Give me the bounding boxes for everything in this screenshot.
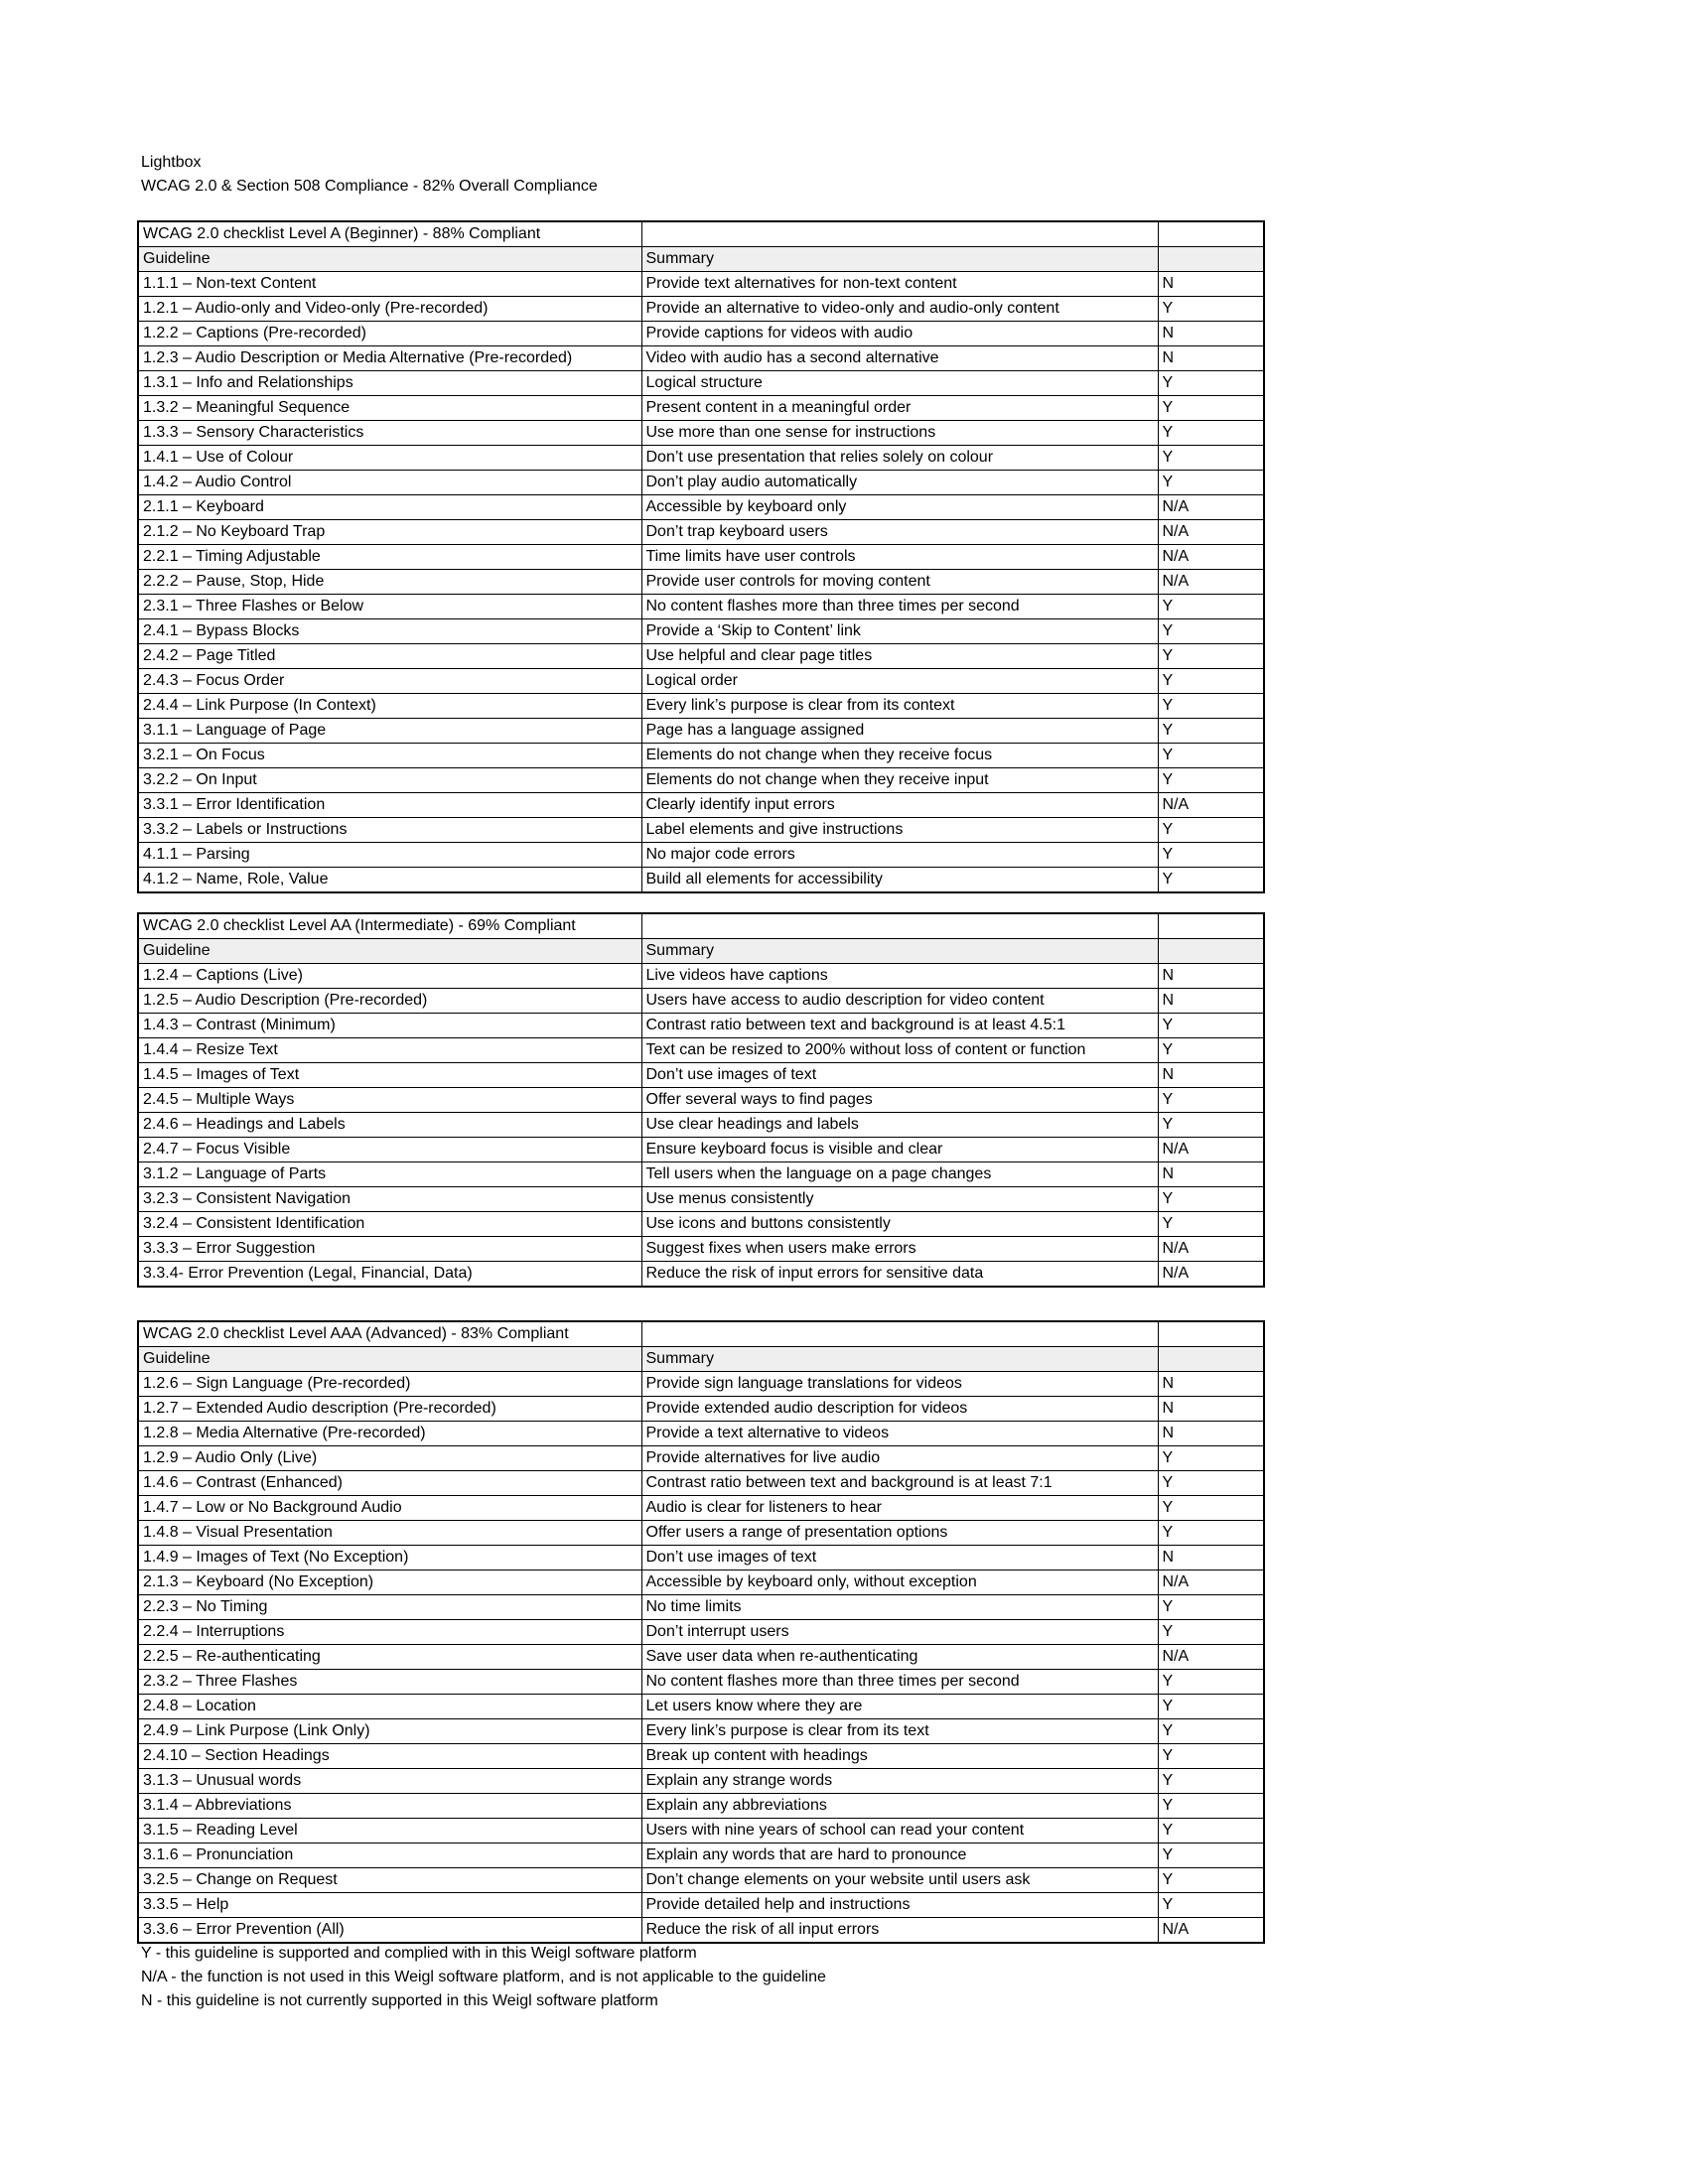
guideline-cell: 1.2.8 – Media Alternative (Pre-recorded) (138, 1422, 641, 1446)
table-row (138, 1471, 1264, 1496)
summary-cell: Time limits have user controls (641, 545, 1158, 570)
guideline-cell: 1.1.1 – Non-text Content (138, 272, 641, 297)
status-cell: Y (1158, 1521, 1264, 1546)
guideline-cell: 3.3.3 – Error Suggestion (138, 1237, 641, 1262)
status-cell: Y (1158, 1113, 1264, 1138)
guideline-cell: 4.1.1 – Parsing (138, 843, 641, 868)
table-row (138, 1595, 1264, 1620)
empty-cell (641, 1321, 1158, 1347)
guideline-cell: 3.2.3 – Consistent Navigation (138, 1187, 641, 1212)
table-row (138, 1670, 1264, 1695)
table-row (138, 793, 1264, 818)
summary-cell: Contrast ratio between text and background is at least 7:1 (641, 1471, 1158, 1496)
guideline-cell: 1.3.2 – Meaningful Sequence (138, 396, 641, 421)
status-cell: Y (1158, 818, 1264, 843)
status-cell: Y (1158, 744, 1264, 768)
guideline-cell: 2.1.3 – Keyboard (No Exception) (138, 1570, 641, 1595)
legend-yes: Y - this guideline is supported and complied with in this Weigl software platform (141, 1945, 697, 1962)
table-row (138, 989, 1264, 1014)
table-row (138, 520, 1264, 545)
status-cell: Y (1158, 396, 1264, 421)
table-row (138, 1113, 1264, 1138)
guideline-cell: 3.1.5 – Reading Level (138, 1819, 641, 1843)
summary-cell: Suggest fixes when users make errors (641, 1237, 1158, 1262)
document-header (141, 151, 598, 199)
table-row (138, 371, 1264, 396)
status-cell: Y (1158, 619, 1264, 644)
guideline-cell: 1.4.9 – Images of Text (No Exception) (138, 1546, 641, 1570)
table-row (138, 1546, 1264, 1570)
status-cell: Y (1158, 1843, 1264, 1868)
table-title-row (138, 221, 1264, 247)
status-cell: Y (1158, 1868, 1264, 1893)
summary-cell: Don’t use images of text (641, 1063, 1158, 1088)
table-header-row (138, 247, 1264, 272)
table-title: WCAG 2.0 checklist Level AAA (Advanced) - 83% Compliant (138, 1321, 641, 1347)
table-row (138, 421, 1264, 446)
guideline-cell: 1.2.4 – Captions (Live) (138, 964, 641, 989)
table-row (138, 346, 1264, 371)
table-header-row (138, 1347, 1264, 1372)
status-cell: N (1158, 1422, 1264, 1446)
table-row (138, 1496, 1264, 1521)
table-row (138, 570, 1264, 595)
status-cell: Y (1158, 1620, 1264, 1645)
table-row (138, 744, 1264, 768)
summary-cell: Logical order (641, 669, 1158, 694)
summary-cell: Provide captions for videos with audio (641, 322, 1158, 346)
table-title-row (138, 1321, 1264, 1347)
summary-cell: Contrast ratio between text and background is at least 4.5:1 (641, 1014, 1158, 1038)
summary-cell: Present content in a meaningful order (641, 396, 1158, 421)
guideline-cell: 2.4.7 – Focus Visible (138, 1138, 641, 1162)
summary-cell: Break up content with headings (641, 1744, 1158, 1769)
table-row (138, 1521, 1264, 1546)
table-row (138, 1262, 1264, 1288)
table-header-row (138, 939, 1264, 964)
summary-cell: Reduce the risk of all input errors (641, 1918, 1158, 1944)
guideline-cell: 1.4.7 – Low or No Background Audio (138, 1496, 641, 1521)
guideline-cell: 1.2.2 – Captions (Pre-recorded) (138, 322, 641, 346)
status-cell: Y (1158, 868, 1264, 893)
table-row (138, 446, 1264, 471)
summary-cell: Use icons and buttons consistently (641, 1212, 1158, 1237)
status-cell: Y (1158, 1719, 1264, 1744)
table-row (138, 868, 1264, 893)
guideline-cell: 3.3.6 – Error Prevention (All) (138, 1918, 641, 1944)
summary-cell: Don’t use presentation that relies solely on colour (641, 446, 1158, 471)
status-cell: N (1158, 1162, 1264, 1187)
guideline-cell: 2.2.1 – Timing Adjustable (138, 545, 641, 570)
status-cell: N (1158, 1372, 1264, 1397)
guideline-cell: 2.2.4 – Interruptions (138, 1620, 641, 1645)
column-header-guideline: Guideline (138, 247, 641, 272)
status-cell: Y (1158, 421, 1264, 446)
guideline-cell: 1.3.1 – Info and Relationships (138, 371, 641, 396)
summary-cell: Don’t interrupt users (641, 1620, 1158, 1645)
guideline-cell: 2.4.6 – Headings and Labels (138, 1113, 641, 1138)
summary-cell: Elements do not change when they receive focus (641, 744, 1158, 768)
guideline-cell: 2.4.5 – Multiple Ways (138, 1088, 641, 1113)
summary-cell: Provide alternatives for live audio (641, 1446, 1158, 1471)
summary-cell: Tell users when the language on a page changes (641, 1162, 1158, 1187)
table-row (138, 1570, 1264, 1595)
summary-cell: Explain any words that are hard to pronounce (641, 1843, 1158, 1868)
status-cell: Y (1158, 371, 1264, 396)
level-a-table (137, 220, 1265, 893)
guideline-cell: 3.1.2 – Language of Parts (138, 1162, 641, 1187)
guideline-cell: 2.4.2 – Page Titled (138, 644, 641, 669)
table-row (138, 1088, 1264, 1113)
table-row (138, 619, 1264, 644)
guideline-cell: 2.3.2 – Three Flashes (138, 1670, 641, 1695)
status-cell: N/A (1158, 1645, 1264, 1670)
table-row (138, 1744, 1264, 1769)
status-cell: Y (1158, 1819, 1264, 1843)
summary-cell: Users have access to audio description for video content (641, 989, 1158, 1014)
table-row (138, 545, 1264, 570)
guideline-cell: 1.4.2 – Audio Control (138, 471, 641, 495)
status-cell: N/A (1158, 1570, 1264, 1595)
guideline-cell: 3.2.5 – Change on Request (138, 1868, 641, 1893)
guideline-cell: 1.2.9 – Audio Only (Live) (138, 1446, 641, 1471)
table-title: WCAG 2.0 checklist Level AA (Intermediate) - 69% Compliant (138, 913, 641, 939)
legend-no: N - this guideline is not currently supported in this Weigl software platform (141, 1992, 658, 2009)
table-row (138, 644, 1264, 669)
summary-cell: Use helpful and clear page titles (641, 644, 1158, 669)
status-cell: N (1158, 989, 1264, 1014)
summary-cell: Offer several ways to find pages (641, 1088, 1158, 1113)
status-cell: Y (1158, 595, 1264, 619)
summary-cell: Elements do not change when they receive input (641, 768, 1158, 793)
guideline-cell: 2.4.4 – Link Purpose (In Context) (138, 694, 641, 719)
table-row (138, 471, 1264, 495)
status-cell: Y (1158, 1670, 1264, 1695)
table-row (138, 1769, 1264, 1794)
summary-cell: Clearly identify input errors (641, 793, 1158, 818)
guideline-cell: 3.1.6 – Pronunciation (138, 1843, 641, 1868)
status-cell: Y (1158, 694, 1264, 719)
summary-cell: Don’t trap keyboard users (641, 520, 1158, 545)
guideline-cell: 1.4.3 – Contrast (Minimum) (138, 1014, 641, 1038)
guideline-cell: 2.4.9 – Link Purpose (Link Only) (138, 1719, 641, 1744)
table-row (138, 1645, 1264, 1670)
status-cell: Y (1158, 1471, 1264, 1496)
guideline-cell: 1.4.6 – Contrast (Enhanced) (138, 1471, 641, 1496)
guideline-cell: 2.1.2 – No Keyboard Trap (138, 520, 641, 545)
guideline-cell: 2.2.5 – Re-authenticating (138, 1645, 641, 1670)
summary-cell: Provide a ‘Skip to Content’ link (641, 619, 1158, 644)
status-cell: Y (1158, 719, 1264, 744)
status-cell: Y (1158, 1187, 1264, 1212)
summary-cell: Provide sign language translations for videos (641, 1372, 1158, 1397)
guideline-cell: 3.1.4 – Abbreviations (138, 1794, 641, 1819)
guideline-cell: 1.2.5 – Audio Description (Pre-recorded) (138, 989, 641, 1014)
column-header-status (1158, 247, 1264, 272)
column-header-status (1158, 1347, 1264, 1372)
summary-cell: Label elements and give instructions (641, 818, 1158, 843)
status-cell: Y (1158, 1014, 1264, 1038)
summary-cell: Every link’s purpose is clear from its text (641, 1719, 1158, 1744)
guideline-cell: 2.1.1 – Keyboard (138, 495, 641, 520)
guideline-cell: 1.4.4 – Resize Text (138, 1038, 641, 1063)
status-cell: N/A (1158, 545, 1264, 570)
table-title: WCAG 2.0 checklist Level A (Beginner) - 88% Compliant (138, 221, 641, 247)
table-row (138, 768, 1264, 793)
summary-cell: Build all elements for accessibility (641, 868, 1158, 893)
guideline-cell: 4.1.2 – Name, Role, Value (138, 868, 641, 893)
status-cell: Y (1158, 1595, 1264, 1620)
guideline-cell: 1.4.1 – Use of Colour (138, 446, 641, 471)
summary-cell: Provide a text alternative to videos (641, 1422, 1158, 1446)
summary-cell: Don’t use images of text (641, 1546, 1158, 1570)
summary-cell: Page has a language assigned (641, 719, 1158, 744)
compliance-summary-title: WCAG 2.0 & Section 508 Compliance - 82% Overall Compliance (141, 178, 598, 195)
status-cell: N/A (1158, 793, 1264, 818)
status-cell: Y (1158, 1038, 1264, 1063)
summary-cell: Provide extended audio description for videos (641, 1397, 1158, 1422)
guideline-cell: 2.2.2 – Pause, Stop, Hide (138, 570, 641, 595)
guideline-cell: 3.3.5 – Help (138, 1893, 641, 1918)
table-row (138, 964, 1264, 989)
summary-cell: Accessible by keyboard only, without exception (641, 1570, 1158, 1595)
table-row (138, 1422, 1264, 1446)
guideline-cell: 3.2.2 – On Input (138, 768, 641, 793)
status-cell: N (1158, 272, 1264, 297)
guideline-cell: 3.1.1 – Language of Page (138, 719, 641, 744)
status-cell: N/A (1158, 1237, 1264, 1262)
status-cell: N (1158, 1546, 1264, 1570)
guideline-cell: 1.4.8 – Visual Presentation (138, 1521, 641, 1546)
table-row (138, 1372, 1264, 1397)
status-cell: Y (1158, 1794, 1264, 1819)
table-row (138, 1237, 1264, 1262)
table-row (138, 1819, 1264, 1843)
summary-cell: Provide detailed help and instructions (641, 1893, 1158, 1918)
summary-cell: Explain any abbreviations (641, 1794, 1158, 1819)
summary-cell: Provide an alternative to video-only and audio-only content (641, 297, 1158, 322)
status-cell: Y (1158, 1744, 1264, 1769)
summary-cell: Audio is clear for listeners to hear (641, 1496, 1158, 1521)
table-row (138, 1719, 1264, 1744)
guideline-cell: 3.3.1 – Error Identification (138, 793, 641, 818)
status-cell: N (1158, 1397, 1264, 1422)
guideline-cell: 3.2.4 – Consistent Identification (138, 1212, 641, 1237)
empty-cell (1158, 1321, 1264, 1347)
summary-cell: Explain any strange words (641, 1769, 1158, 1794)
status-cell: Y (1158, 669, 1264, 694)
table-row (138, 818, 1264, 843)
summary-cell: Accessible by keyboard only (641, 495, 1158, 520)
summary-cell: No content flashes more than three times per second (641, 595, 1158, 619)
summary-cell: Let users know where they are (641, 1695, 1158, 1719)
guideline-cell: 1.2.1 – Audio-only and Video-only (Pre-recorded) (138, 297, 641, 322)
guideline-cell: 2.4.1 – Bypass Blocks (138, 619, 641, 644)
summary-cell: Use clear headings and labels (641, 1113, 1158, 1138)
status-cell: Y (1158, 297, 1264, 322)
status-cell: Y (1158, 768, 1264, 793)
table-row (138, 1212, 1264, 1237)
summary-cell: Ensure keyboard focus is visible and clear (641, 1138, 1158, 1162)
status-cell: N/A (1158, 1262, 1264, 1288)
table-row (138, 1138, 1264, 1162)
summary-cell: Every link’s purpose is clear from its context (641, 694, 1158, 719)
guideline-cell: 1.3.3 – Sensory Characteristics (138, 421, 641, 446)
legend-na: N/A - the function is not used in this Weigl software platform, and is not applicable to the guideline (141, 1969, 826, 1985)
table-row (138, 595, 1264, 619)
summary-cell: Offer users a range of presentation options (641, 1521, 1158, 1546)
table-row (138, 1162, 1264, 1187)
summary-cell: No time limits (641, 1595, 1158, 1620)
guideline-cell: 2.4.10 – Section Headings (138, 1744, 641, 1769)
table-row (138, 669, 1264, 694)
table-row (138, 1868, 1264, 1893)
status-cell: N (1158, 322, 1264, 346)
legend (141, 1942, 826, 2013)
summary-cell: Logical structure (641, 371, 1158, 396)
guideline-cell: 3.2.1 – On Focus (138, 744, 641, 768)
column-header-summary: Summary (641, 939, 1158, 964)
status-cell: Y (1158, 1088, 1264, 1113)
summary-cell: No content flashes more than three times per second (641, 1670, 1158, 1695)
table-title-row (138, 913, 1264, 939)
guideline-cell: 2.4.8 – Location (138, 1695, 641, 1719)
summary-cell: Live videos have captions (641, 964, 1158, 989)
summary-cell: Use menus consistently (641, 1187, 1158, 1212)
table-row (138, 1446, 1264, 1471)
summary-cell: Users with nine years of school can read your content (641, 1819, 1158, 1843)
column-header-guideline: Guideline (138, 1347, 641, 1372)
table-row (138, 297, 1264, 322)
table-row (138, 694, 1264, 719)
level-aa-table (137, 912, 1265, 1288)
guideline-cell: 1.2.7 – Extended Audio description (Pre-recorded) (138, 1397, 641, 1422)
org-name: Lightbox (141, 154, 202, 171)
status-cell: Y (1158, 1893, 1264, 1918)
status-cell: N/A (1158, 495, 1264, 520)
guideline-cell: 2.3.1 – Three Flashes or Below (138, 595, 641, 619)
table-row (138, 843, 1264, 868)
guideline-cell: 3.1.3 – Unusual words (138, 1769, 641, 1794)
status-cell: Y (1158, 1496, 1264, 1521)
guideline-cell: 2.2.3 – No Timing (138, 1595, 641, 1620)
guideline-cell: 3.3.4- Error Prevention (Legal, Financial, Data) (138, 1262, 641, 1288)
summary-cell: Save user data when re-authenticating (641, 1645, 1158, 1670)
status-cell: N/A (1158, 520, 1264, 545)
status-cell: Y (1158, 1212, 1264, 1237)
table-row (138, 495, 1264, 520)
summary-cell: Don’t play audio automatically (641, 471, 1158, 495)
status-cell: N (1158, 346, 1264, 371)
status-cell: N (1158, 1063, 1264, 1088)
guideline-cell: 1.2.3 – Audio Description or Media Alternative (Pre-recorded) (138, 346, 641, 371)
summary-cell: Reduce the risk of input errors for sensitive data (641, 1262, 1158, 1288)
guideline-cell: 2.4.3 – Focus Order (138, 669, 641, 694)
status-cell: Y (1158, 644, 1264, 669)
guideline-cell: 1.4.5 – Images of Text (138, 1063, 641, 1088)
summary-cell: No major code errors (641, 843, 1158, 868)
table-row (138, 1038, 1264, 1063)
summary-cell: Provide text alternatives for non-text content (641, 272, 1158, 297)
status-cell: N/A (1158, 570, 1264, 595)
summary-cell: Video with audio has a second alternative (641, 346, 1158, 371)
status-cell: Y (1158, 1769, 1264, 1794)
column-header-summary: Summary (641, 247, 1158, 272)
table-row (138, 1063, 1264, 1088)
empty-cell (641, 913, 1158, 939)
summary-cell: Provide user controls for moving content (641, 570, 1158, 595)
status-cell: N/A (1158, 1138, 1264, 1162)
empty-cell (641, 221, 1158, 247)
column-header-summary: Summary (641, 1347, 1158, 1372)
summary-cell: Don’t change elements on your website until users ask (641, 1868, 1158, 1893)
table-row (138, 322, 1264, 346)
status-cell: Y (1158, 446, 1264, 471)
guideline-cell: 3.3.2 – Labels or Instructions (138, 818, 641, 843)
column-header-guideline: Guideline (138, 939, 641, 964)
status-cell: Y (1158, 843, 1264, 868)
table-row (138, 1843, 1264, 1868)
empty-cell (1158, 913, 1264, 939)
status-cell: Y (1158, 471, 1264, 495)
status-cell: Y (1158, 1695, 1264, 1719)
status-cell: N (1158, 964, 1264, 989)
summary-cell: Use more than one sense for instructions (641, 421, 1158, 446)
status-cell: Y (1158, 1446, 1264, 1471)
table-row (138, 1794, 1264, 1819)
table-row (138, 1014, 1264, 1038)
table-row (138, 1187, 1264, 1212)
table-row (138, 1620, 1264, 1645)
table-row (138, 396, 1264, 421)
table-row (138, 1918, 1264, 1944)
table-row (138, 1893, 1264, 1918)
table-row (138, 1397, 1264, 1422)
status-cell: N/A (1158, 1918, 1264, 1944)
summary-cell: Text can be resized to 200% without loss of content or function (641, 1038, 1158, 1063)
table-row (138, 272, 1264, 297)
empty-cell (1158, 221, 1264, 247)
table-row (138, 1695, 1264, 1719)
guideline-cell: 1.2.6 – Sign Language (Pre-recorded) (138, 1372, 641, 1397)
level-aaa-table (137, 1320, 1265, 1944)
table-row (138, 719, 1264, 744)
column-header-status (1158, 939, 1264, 964)
